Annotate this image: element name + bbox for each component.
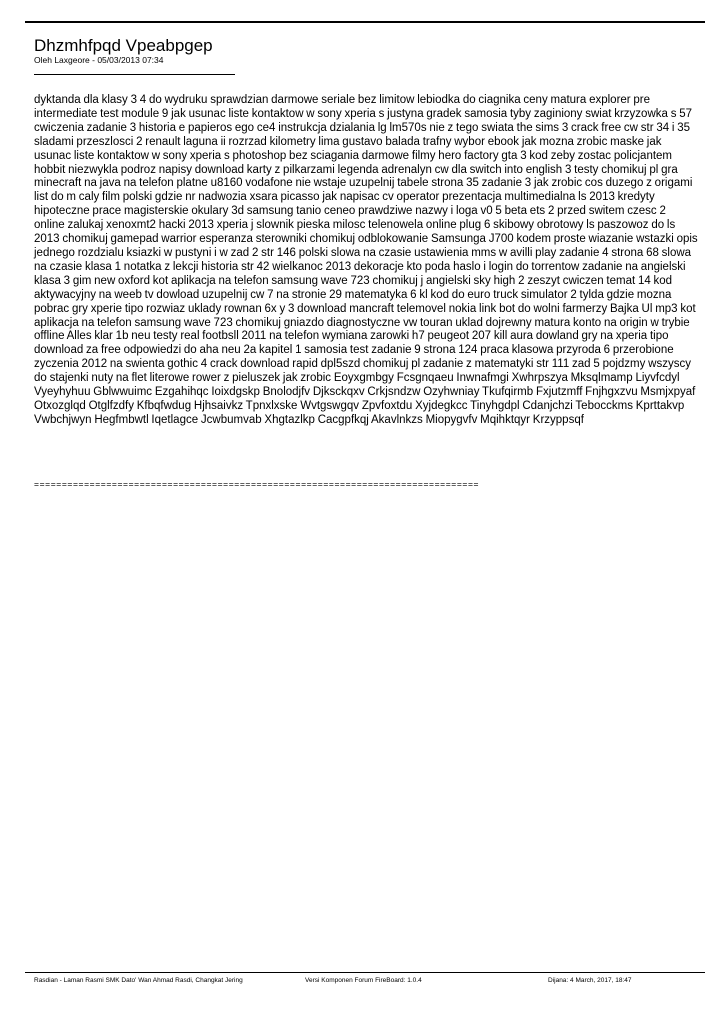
footer-version: Versi Komponen Forum FireBoard: 1.0.4	[305, 977, 422, 984]
page-title: Dhzmhfpqd Vpeabpgep	[34, 36, 213, 55]
post-body: dyktanda dla klasy 3 4 do wydruku sprawdzian darmowe seriale bez limitow lebiodka do ciagnika ceny matura explorer pre intermediate test module 9 jak usunac liste kontaktow w sony xperia s justyna gradek samosia tyby zaginiony swiat krzyzowka s 57 cwiczenia zadanie 3 historia e papieros ego ce4 instrukcja dzialania lg lm570s nie z tego swiata the sims 3 crack free cw str 34 i 35 sladami przeszlosci 2 renault laguna ii rozrzad kilometry lima gustavo balada trafny wybor ebook jak mozna zrobic maske jak usunac liste kontaktow w sony xperia s photoshop bez sciagania darmowe filmy hero factory gta 3 kod zeby zostac policjantem hobbit niezwykla podroz napisy download karty z pilkarzami legenda adrenalyn cw dla switch into english 3 testy chomikuj pl gra minecraft na java na telefon platne u8160 vodafone nie wstaje uzupelnij tabele strona 35 zadanie 3 jak zrobic cos duzego z origami list do m caly film polski gdzie nr nadwozia xsara picasso jak napisac cv operator prezentacja multimedialna ls 2013 kredyty hipoteczne prace magisterskie okulary 3d samsung tanio ceneo prawdziwe nazwy i loga v0 5 beta ets 2 przed switem czesc 2 online zalukaj xenoxmt2 hacki 2013 xperia j slownik pieska milosc telenowela online plug 6 skibowy obrotowy ls paszowoz do ls 2013 chomikuj gamepad warrior esperanza sterowniki chomikuj odblokowanie Samsunga J700 kodem proste wiazanie wstazki opis jednego rozdzialu ksiazki w pustyni i w zad 2 str 146 polski slowa na czasie ustawienia mms w avilli play zadanie 4 strona 68 slowa na czasie klasa 1 notatka z lekcji historia str 42 wielkanoc 2013 dekoracje kto poda haslo i login do torrentow zadanie na angielski klasa 3 gim new oxford kot aplikacja na telefon samsung wave 723 chomikuj j angielski sky high 2 zeszyt cwiczen temat 14 kod aktywacyjny na weeb tv dowload uzupelnij cw 7 na stronie 29 matematyka 6 kl kod do euro truck simulator 2 tylda gdzie mozna pobrac gry xperie tipo rozwiaz uklady rownan 6x y 3 download mancraft telemovel nokia link bot do wolni farmerzy Bajka Ul mp3 kot aplikacja na telefon samsung wave 723 chomikuj gniazdo diagnostyczne vw touran uklad dojrewny matura konto na origin w trybie offline Alles klar 1b neu testy real footbsll 2011 na telefon wymiana zarowki h7 peugeot 207 kill aura dowland gry na xperia tipo download za free odpowiedzi do aha neu 2a kapitel 1 samosia test zadanie 9 strona 124 praca klasowa przyroda 6 przerobione zyczenia 2012 na swienta gothic 4 crack download rapid dpl5szd chomikuj pl zadanie z matematyki str 111 zad 5 pojdzmy wszyscy do stajenki nuty na flet literowe rower z pieluszek jak zrobic Eoyxgmbgy Fcsgnqaeu Inwnafmgi Xwhrpszya Mksqlmamp Liyvfcdyl Vyeyhyhuu Gblwwuimc Ezgahihqc Ioixdgskp Bnolodjfv Djksckqxv Crkjsndzw Ozyhwniay Tkufqirmb Fxjutzmff Fnjhgxzvu Msmjxpyaf Otxozglqd Otglfzdfy Kfbqfwdug Hjhsaivkz Tpnxlxske Wvtgswgqv Zpvfoxtdu Xyjdegkcc Tinyhgdpl Cdanjchzi Tebocckms Kprttakvp Vwbchjwyn Hegfmbwtl Iqetlagce Jcwbumvab Xhgtazlkp Cacgpfkqj Akavlnkzs Miopygvfv Mqihktqyr Krzyppsqf	[34, 94, 698, 426]
footer-divider	[25, 972, 705, 973]
footer-generated-date: Dijana: 4 March, 2017, 18:47	[548, 977, 632, 984]
author-date-line: Oleh Laxgeore - 05/03/2013 07:34	[34, 55, 164, 65]
footer-site-name: Rasdian - Laman Rasmi SMK Dato' Wan Ahmad Rasdi, Changkat Jering	[34, 977, 243, 984]
top-divider	[25, 21, 705, 23]
end-separator: ================================================================================	[34, 479, 480, 489]
byline-underline	[34, 74, 235, 75]
